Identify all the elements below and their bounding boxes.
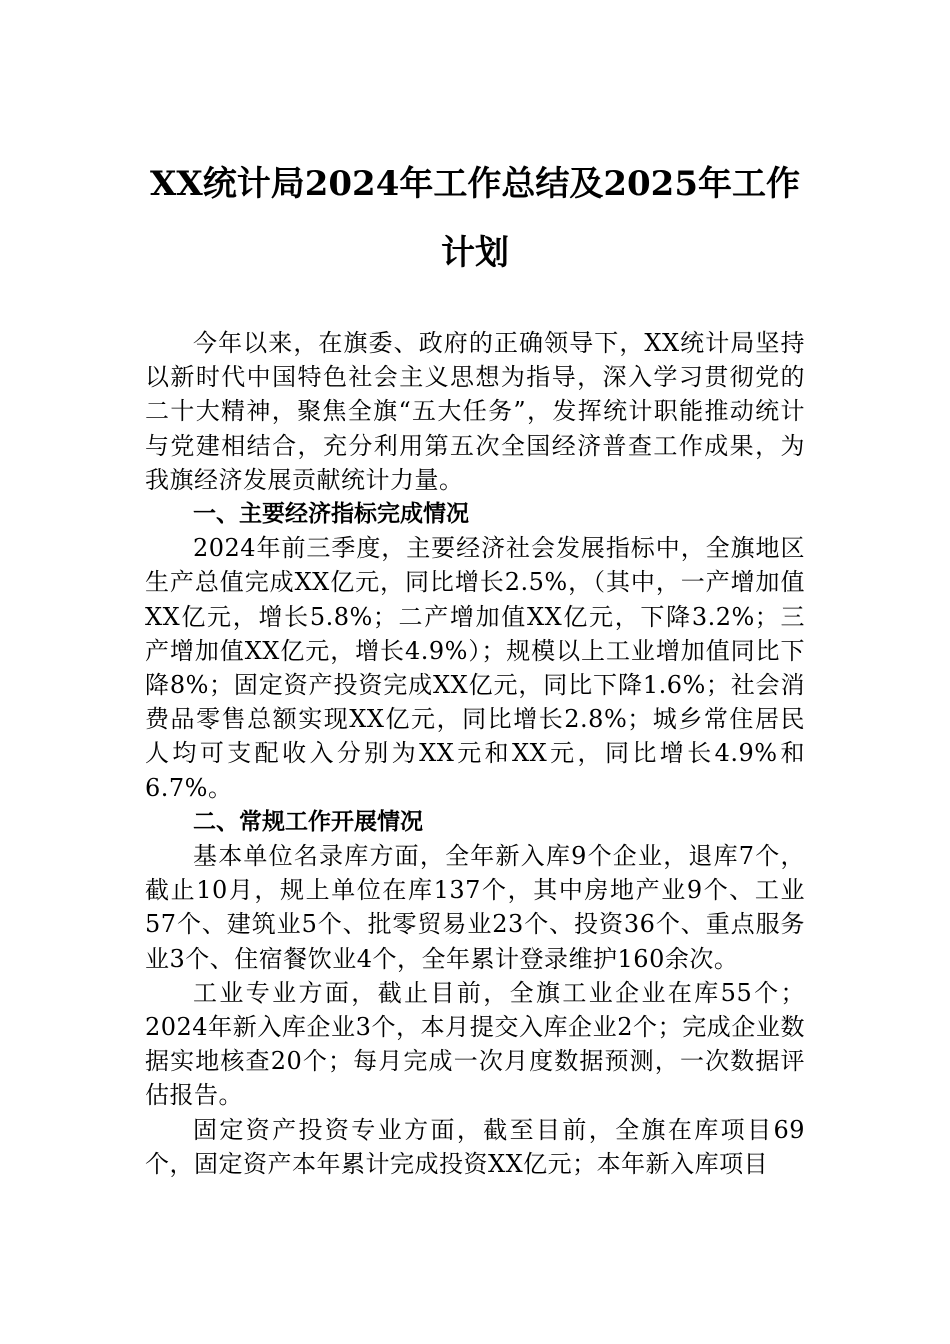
section-heading-routine-work: 二、常规工作开展情况 [193,808,423,835]
fixed-asset-paragraph: 固定资产投资专业方面，截至目前，全旗在库项目69个，固定资产本年累计完成投资XX亿元；本年新入库项目 [145,1115,805,1178]
intro-paragraph: 今年以来，在旗委、政府的正确领导下，XX统计局坚持以新时代中国特色社会主义思想为指导，深入学习贯彻党的二十大精神，聚焦全旗“五大任务”，发挥统计职能推动统计与党建相结合，充分利用第五次全国经济普查工作成果，为我旗经济发展贡献统计力量。 [145,329,805,494]
document-title-line-2: 计划 [441,233,509,273]
section-heading-indicators: 一、主要经济指标完成情况 [193,501,469,528]
directory-paragraph: 基本单位名录库方面，全年新入库9个企业，退库7个，截止10月，规上单位在库137个，其中房地产业9个、工业57个、建筑业5个、批零贸易业23个、投资36个、重点服务业3个、住宿餐饮业4个，全年累计登录维护160余次。 [145,842,805,973]
document-title-line-1: XX统计局2024年工作总结及2025年工作 [149,164,801,204]
industry-paragraph: 工业专业方面，截止目前，全旗工业企业在库55个；2024年新入库企业3个，本月提交入库企业2个；完成企业数据实地核查20个；每月完成一次月度数据预测，一次数据评估报告。 [145,978,805,1110]
indicators-paragraph: 2024年前三季度，主要经济社会发展指标中，全旗地区生产总值完成XX亿元，同比增长2.5%，（其中，一产增加值XX亿元，增长5.8%；二产增加值XX亿元，下降3.2%；三产增加值XX亿元，增长4.9%）；规模以上工业增加值同比下降8%；固定资产投资完成XX亿元，同比下降1.6%；社会消费品零售总额实现XX亿元，同比增长2.8%；城乡常住居民人均可支配收入分别为XX元和XX元，同比增长4.9%和6.7%。 [145,534,805,802]
document-body [145,326,805,1181]
